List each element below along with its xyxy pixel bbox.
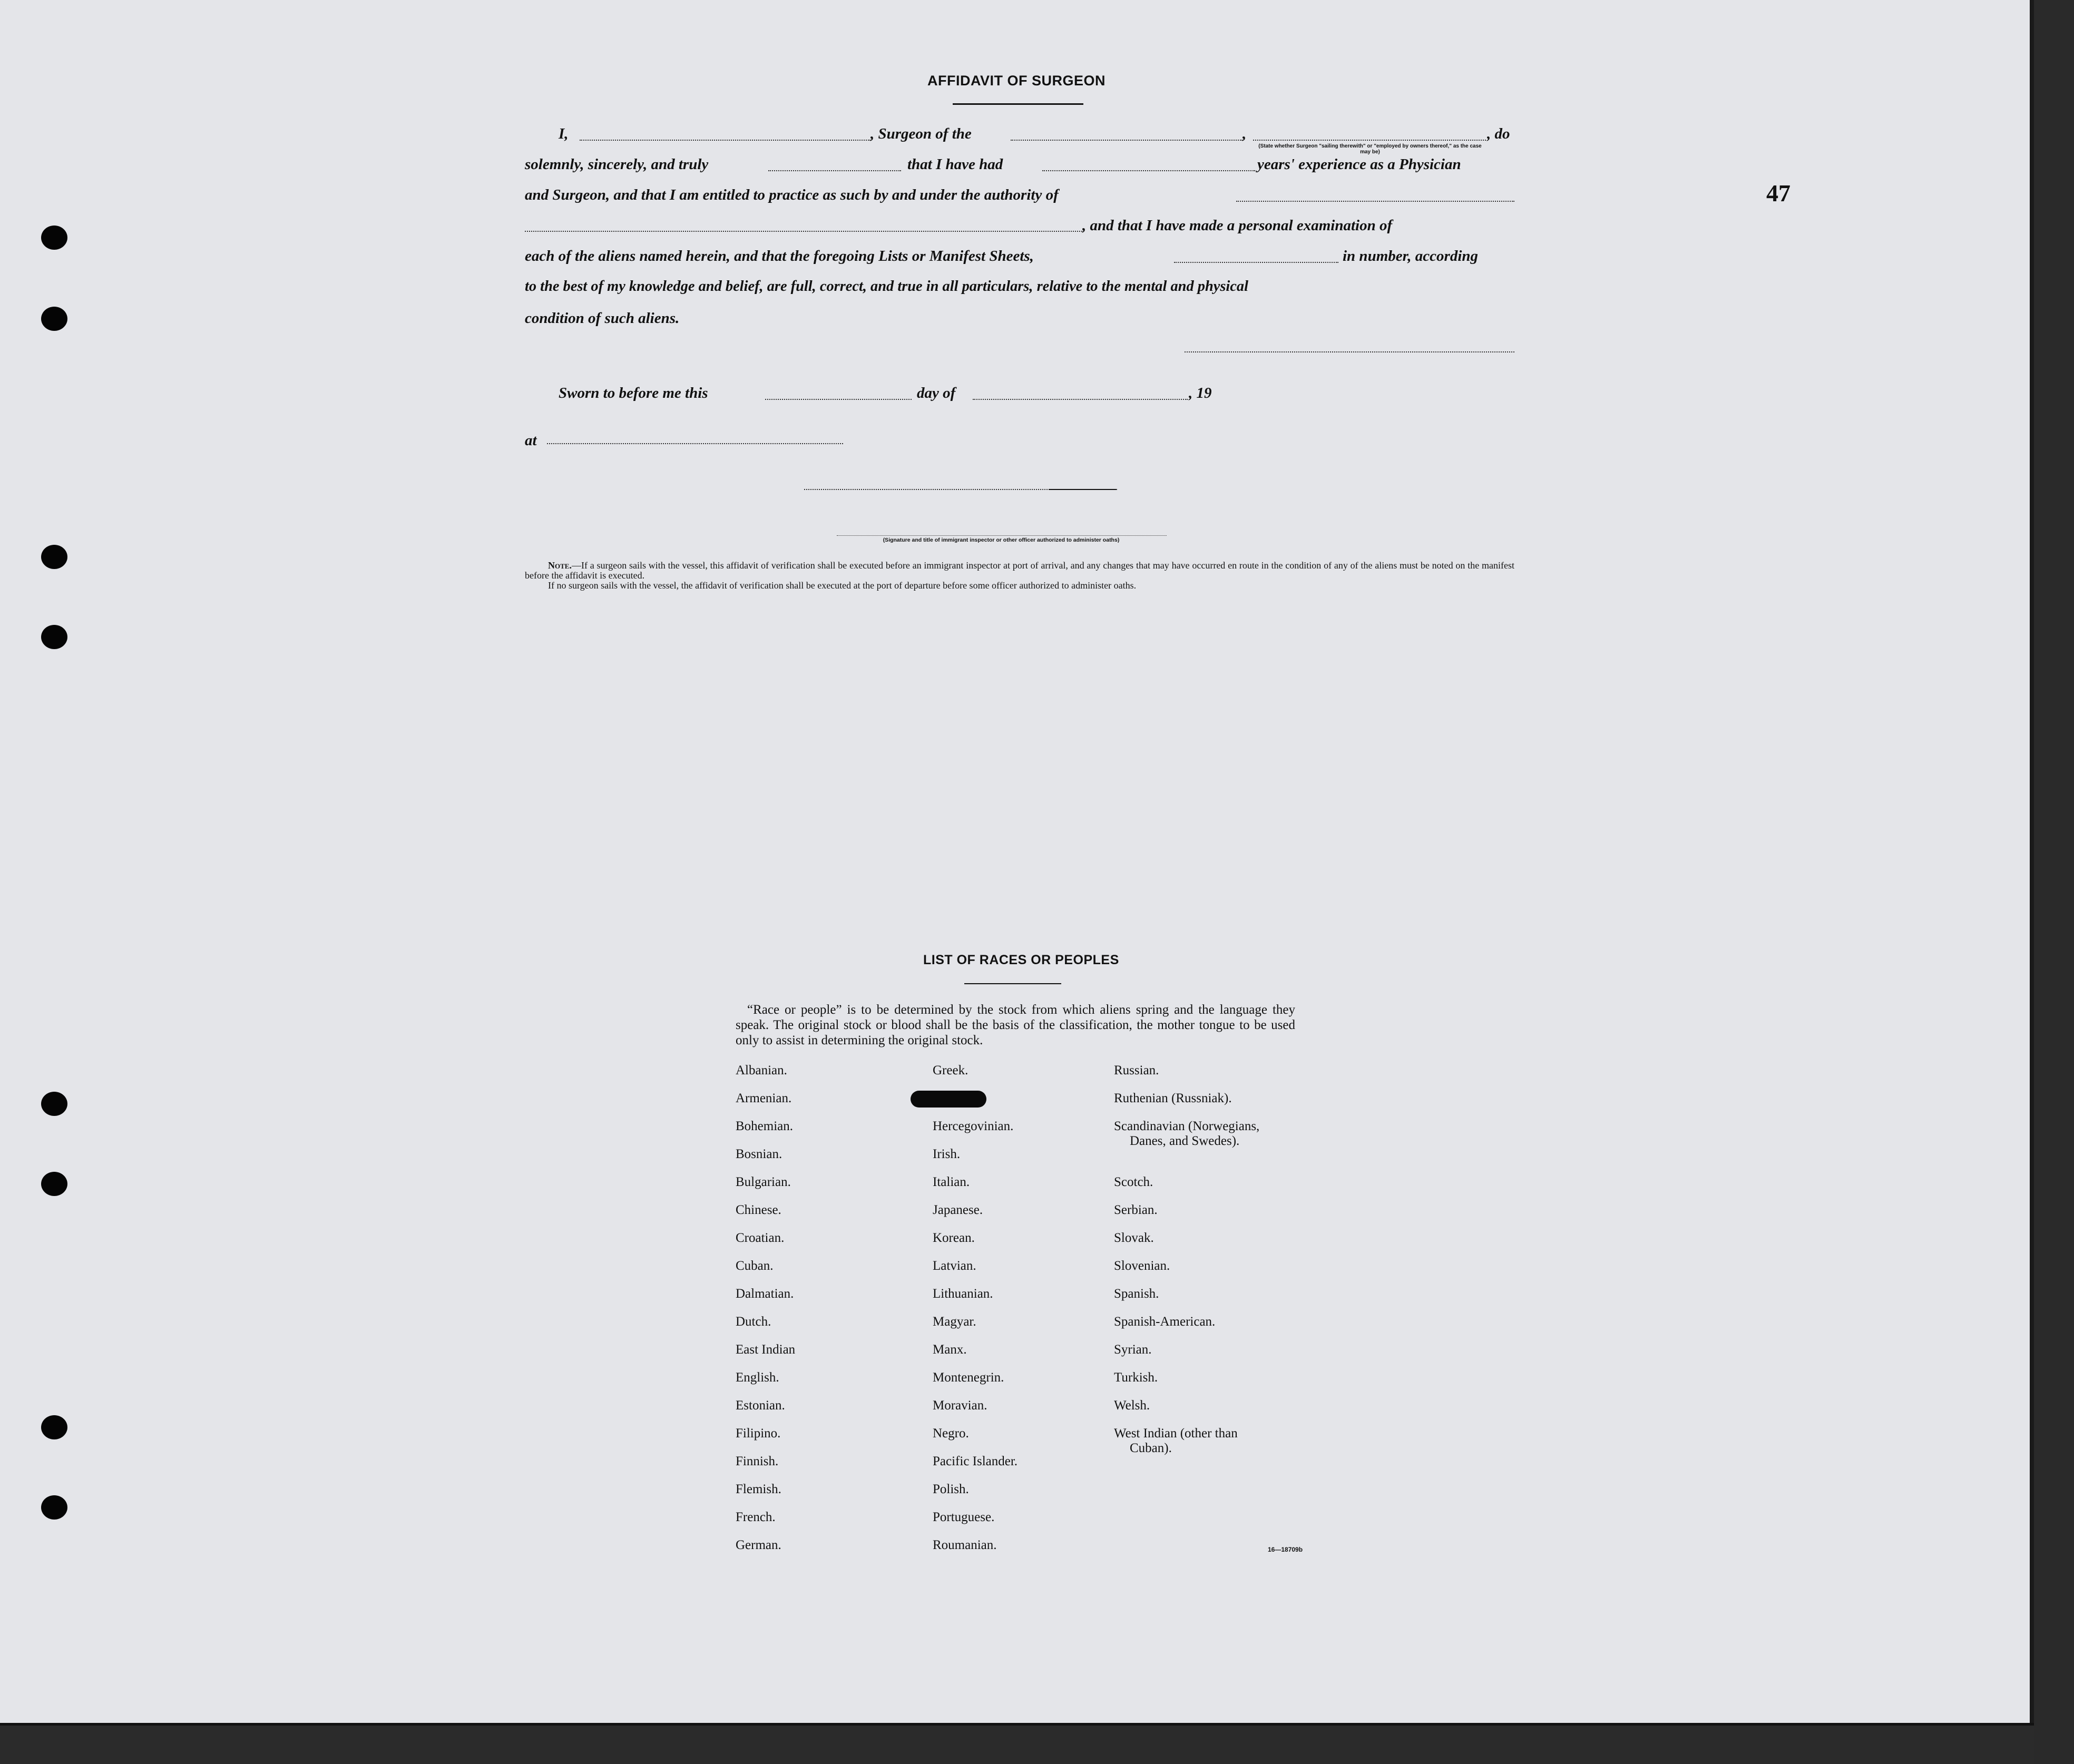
affidavit-text: Sworn to before me this [559,385,708,401]
page-number: 47 [1766,180,1791,207]
note-label: Note. [548,560,572,571]
race-item: Filipino. [736,1426,781,1440]
race-item: Albanian. [736,1063,787,1077]
races-intro: “Race or people” is to be determined by the stock from which aliens spring and the language they speak. The original stock or blood shall be the basis of the classification, the mother tongue to be used only to assist in determining the original stock. [736,1003,1295,1047]
binder-hole [41,307,67,331]
signature-stroke [1049,489,1116,490]
affidavit-text: at [525,432,537,449]
affidavit-text: in number, according [1343,248,1479,264]
binder-hole [41,1415,67,1439]
note-paragraph: —If a surgeon sails with the vessel, this affidavit of verification shall be executed before an immigrant inspector at port of arrival, and any changes that may have occurred en route in the condition of any of the aliens must be noted on the manifest before the affidavit is executed. [525,560,1514,581]
affidavit-text: , 19 [1189,385,1212,401]
race-item: Danes, and Swedes). [1130,1134,1240,1148]
blank-oath [768,170,901,171]
race-item: Dutch. [736,1315,771,1329]
race-item: Hercegovinian. [933,1119,1014,1133]
race-item: Armenian. [736,1091,792,1105]
blank-surgeon-signature [1185,351,1514,352]
affidavit-text: day of [917,385,956,401]
race-item: Irish. [933,1147,961,1161]
affidavit-text: and Surgeon, and that I am entitled to practice as such by and under the authority of [525,187,1059,203]
affidavit-text: I, [559,125,569,142]
race-item: Dalmatian. [736,1287,794,1301]
blank-day [765,399,912,400]
race-item: Slovak. [1114,1231,1154,1245]
affidavit-text: years' experience as a Physician [1257,156,1461,173]
race-item: Roumanian. [933,1538,997,1552]
blank-years [1042,170,1255,171]
affidavit-text: condition of such aliens. [525,310,680,327]
blank-sheet-count [1174,262,1338,263]
race-item: Polish. [933,1482,969,1496]
race-item: Turkish. [1114,1370,1158,1385]
blank-authority-cont [525,231,1082,232]
affidavit-title: AFFIDAVIT OF SURGEON [927,73,1106,89]
binder-hole [41,1495,67,1520]
race-item: Latvian. [933,1259,976,1273]
race-item: Bosnian. [736,1147,782,1161]
races-title-underline [964,983,1061,984]
blank-place [547,443,843,444]
form-number: 16—18709b [1268,1546,1303,1553]
race-item: Japanese. [933,1203,983,1217]
race-item: Moravian. [933,1398,987,1413]
scan-background-bottom [0,1726,2034,1764]
race-item: French. [736,1510,776,1524]
race-item: Bulgarian. [736,1175,791,1189]
race-item: Portuguese. [933,1510,995,1524]
surgeon-status-note: (State whether Surgeon "sailing therewith" or "employed by owners thereof," as the case may be) [1258,143,1482,155]
race-item: Ruthenian (Russniak). [1114,1091,1232,1105]
race-item: East Indian [736,1342,796,1357]
affidavit-text: , and that I have made a personal examination of [1082,217,1393,234]
blank-month [973,399,1188,400]
race-item: Chinese. [736,1203,781,1217]
race-item: Slovenian. [1114,1259,1170,1273]
race-item: German. [736,1538,781,1552]
scan-background-right [2034,0,2074,1764]
caption-rule [837,535,1167,536]
binder-hole [41,1092,67,1116]
race-item: Welsh. [1114,1398,1150,1413]
affidavit-text: each of the aliens named herein, and that the foregoing Lists or Manifest Sheets, [525,248,1034,264]
race-item: Montenegrin. [933,1370,1004,1385]
affidavit-text: , Surgeon of the [870,125,972,142]
affidavit-text: , [1243,125,1247,142]
race-item: Manx. [933,1342,967,1357]
race-item: Syrian. [1114,1342,1152,1357]
blank-surgeon-name [580,140,870,141]
race-item: Scotch. [1114,1175,1153,1189]
race-item: Cuban. [736,1259,774,1273]
race-item: Spanish-American. [1114,1315,1216,1329]
race-item: Pacific Islander. [933,1454,1018,1468]
title-underline [953,103,1083,105]
redaction-mark [911,1091,986,1108]
binder-hole [41,226,67,250]
affidavit-note [525,561,1514,591]
race-item: Flemish. [736,1482,781,1496]
race-item: Negro. [933,1426,969,1440]
race-item: West Indian (other than [1114,1426,1238,1440]
note-paragraph: If no surgeon sails with the vessel, the affidavit of verification shall be executed at the port of departure before some officer authorized to administer oaths. [548,580,1137,591]
race-item: Italian. [933,1175,970,1189]
race-item: Cuban). [1130,1441,1172,1455]
race-item: Russian. [1114,1063,1159,1077]
signature-caption: (Signature and title of immigrant inspector or other officer authorized to administer oaths) [883,537,1120,543]
race-item: Estonian. [736,1398,785,1413]
blank-authority [1236,201,1514,202]
race-item: Magyar. [933,1315,976,1329]
race-item: Finnish. [736,1454,779,1468]
race-item: Lithuanian. [933,1287,993,1301]
affidavit-text: solemnly, sincerely, and truly [525,156,709,173]
affidavit-text: that I have had [907,156,1003,173]
blank-surgeon-status [1253,140,1486,141]
race-item: Scandinavian (Norwegians, [1114,1119,1260,1133]
race-item: Bohemian. [736,1119,794,1133]
races-title: LIST OF RACES OR PEOPLES [923,953,1119,967]
page-edge-right [2030,0,2034,1764]
blank-vessel [1011,140,1243,141]
race-item: Croatian. [736,1231,785,1245]
binder-hole [41,545,67,569]
affidavit-text: to the best of my knowledge and belief, are full, correct, and true in all particulars, relative to the mental and physical [525,278,1248,295]
binder-hole [41,1172,67,1196]
race-item: Spanish. [1114,1287,1159,1301]
race-item: Greek. [933,1063,968,1077]
race-item: Serbian. [1114,1203,1158,1217]
affidavit-text: , do [1487,125,1510,142]
race-item: English. [736,1370,779,1385]
race-item: Korean. [933,1231,975,1245]
binder-hole [41,625,67,649]
